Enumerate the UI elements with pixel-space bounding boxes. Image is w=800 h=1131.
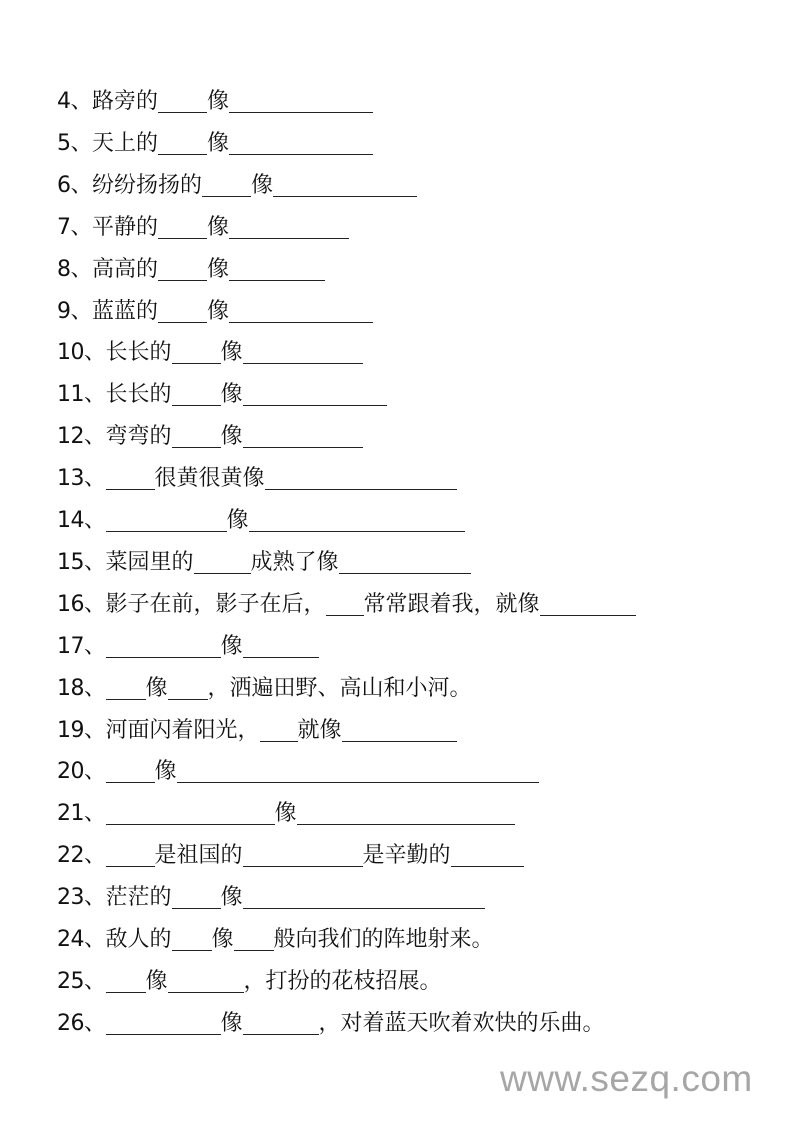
item-number: 26、 <box>57 1010 106 1036</box>
prompt-text: 像 <box>154 759 177 785</box>
answer-blank[interactable] <box>342 719 457 742</box>
prompt-text: 像 <box>207 298 230 324</box>
prompt-text: 蓝蓝的 <box>92 298 159 324</box>
answer-blank[interactable] <box>297 802 515 825</box>
answer-blank[interactable] <box>106 677 146 700</box>
prompt-text: 高高的 <box>92 256 159 282</box>
prompt-text: 就像 <box>297 717 342 743</box>
item-number: 19、 <box>57 717 106 743</box>
exercise-item <box>57 630 319 660</box>
answer-blank[interactable] <box>265 467 457 490</box>
prompt-text: 像 <box>207 130 230 156</box>
prompt-text: 是辛勤的 <box>362 843 451 869</box>
prompt-text: 像 <box>220 885 243 911</box>
exercise-item <box>57 1007 605 1037</box>
answer-blank[interactable] <box>249 509 465 532</box>
exercise-item <box>57 462 457 492</box>
item-number: 20、 <box>57 759 106 785</box>
prompt-text: 很黄很黄像 <box>154 466 265 492</box>
item-number: 17、 <box>57 633 106 659</box>
answer-blank[interactable] <box>168 677 208 700</box>
answer-blank[interactable] <box>158 132 207 155</box>
item-number: 12、 <box>57 424 106 450</box>
answer-blank[interactable] <box>243 635 319 658</box>
prompt-text: 像 <box>145 675 168 701</box>
prompt-text: 是祖国的 <box>154 843 243 869</box>
exercise-item <box>57 295 373 325</box>
answer-blank[interactable] <box>172 341 221 364</box>
answer-blank[interactable] <box>229 216 349 239</box>
prompt-text: 天上的 <box>92 130 159 156</box>
answer-blank[interactable] <box>339 551 471 574</box>
prompt-text: 成熟了像 <box>250 549 339 575</box>
watermark: www.sezq.com <box>500 1058 753 1099</box>
exercise-item <box>57 755 539 785</box>
answer-blank[interactable] <box>158 258 207 281</box>
answer-blank[interactable] <box>172 383 221 406</box>
exercise-item <box>57 127 373 157</box>
answer-blank[interactable] <box>168 970 244 993</box>
prompt-text: 路旁的 <box>92 89 159 114</box>
prompt-text: 平静的 <box>92 214 159 240</box>
prompt-text: 敌人的 <box>105 927 172 952</box>
prompt-text: ，洒遍田野、高山和小河。 <box>207 675 472 701</box>
exercise-item <box>57 336 363 366</box>
answer-blank[interactable] <box>177 760 539 783</box>
answer-blank[interactable] <box>106 509 227 532</box>
exercise-item <box>57 546 471 576</box>
prompt-text: 河面闪着阳光， <box>105 717 260 743</box>
prompt-text: 像 <box>220 382 243 408</box>
answer-blank[interactable] <box>243 425 363 448</box>
prompt-text: ，打扮的花枝招展。 <box>243 968 442 994</box>
prompt-text: 弯弯的 <box>105 424 172 450</box>
answer-blank[interactable] <box>158 300 207 323</box>
answer-blank[interactable] <box>106 970 146 993</box>
answer-blank[interactable] <box>202 174 251 197</box>
item-number: 18、 <box>57 675 106 701</box>
answer-blank[interactable] <box>172 928 212 951</box>
answer-blank[interactable] <box>243 341 363 364</box>
answer-blank[interactable] <box>172 886 221 909</box>
prompt-text: 茫茫的 <box>105 885 172 911</box>
item-number: 24、 <box>57 927 106 952</box>
item-number: 23、 <box>57 885 106 911</box>
item-number: 8、 <box>57 256 92 282</box>
prompt-text: 长长的 <box>105 340 172 366</box>
exercise-item <box>57 504 465 534</box>
answer-blank[interactable] <box>158 216 207 239</box>
answer-blank[interactable] <box>106 635 221 658</box>
answer-blank[interactable] <box>172 425 221 448</box>
answer-blank[interactable] <box>106 802 275 825</box>
prompt-text: 菜园里的 <box>105 549 194 575</box>
answer-blank[interactable] <box>243 1012 319 1035</box>
answer-blank[interactable] <box>243 844 363 867</box>
prompt-text: 纷纷扬扬的 <box>92 172 203 198</box>
prompt-text: 常常跟着我，就像 <box>363 591 540 617</box>
item-number: 16、 <box>57 591 106 617</box>
exercise-item <box>57 588 636 618</box>
exercise-item <box>57 965 442 995</box>
exercise-item <box>57 420 363 450</box>
prompt-text: 像 <box>220 340 243 366</box>
item-number: 15、 <box>57 549 106 575</box>
answer-blank[interactable] <box>158 90 207 113</box>
answer-blank[interactable] <box>243 886 485 909</box>
item-number: 13、 <box>57 466 106 492</box>
answer-blank[interactable] <box>326 593 364 616</box>
exercise-item <box>57 839 524 869</box>
prompt-text: 像 <box>251 172 274 198</box>
answer-blank[interactable] <box>106 467 155 490</box>
item-number: 14、 <box>57 508 106 533</box>
prompt-text: 像 <box>211 927 234 952</box>
prompt-text: 像 <box>207 256 230 282</box>
answer-blank[interactable] <box>229 258 325 281</box>
answer-blank[interactable] <box>229 132 373 155</box>
answer-blank[interactable] <box>243 383 387 406</box>
item-number: 6、 <box>57 172 92 198</box>
prompt-text: 像 <box>226 508 249 533</box>
item-number: 25、 <box>57 968 106 994</box>
answer-blank[interactable] <box>540 593 636 616</box>
exercise-item <box>57 797 515 827</box>
prompt-text: 像 <box>220 1010 243 1036</box>
item-number: 9、 <box>57 298 92 324</box>
exercise-item <box>57 714 457 744</box>
prompt-text: 像 <box>145 968 168 994</box>
prompt-text: 长长的 <box>105 382 172 408</box>
prompt-text: 像 <box>274 801 297 827</box>
exercise-item <box>57 211 349 241</box>
answer-blank[interactable] <box>273 174 417 197</box>
prompt-text: 般向我们的阵地射来。 <box>273 927 494 952</box>
answer-blank[interactable] <box>229 90 373 113</box>
item-number: 5、 <box>57 130 92 156</box>
exercise-item <box>57 169 417 199</box>
exercise-item <box>57 378 387 408</box>
exercise-item <box>57 253 325 283</box>
answer-blank[interactable] <box>229 300 373 323</box>
answer-blank[interactable] <box>260 719 298 742</box>
answer-blank[interactable] <box>234 928 274 951</box>
answer-blank[interactable] <box>194 551 251 574</box>
item-number: 10、 <box>57 340 106 366</box>
answer-blank[interactable] <box>451 844 524 867</box>
exercise-item <box>57 881 485 911</box>
item-number: 4、 <box>57 89 92 114</box>
prompt-text: 影子在前，影子在后， <box>105 591 326 617</box>
item-number: 11、 <box>57 382 106 408</box>
exercise-item <box>57 85 373 115</box>
answer-blank[interactable] <box>106 760 155 783</box>
item-number: 22、 <box>57 843 106 869</box>
prompt-text: ，对着蓝天吹着欢快的乐曲。 <box>318 1010 605 1036</box>
answer-blank[interactable] <box>106 1012 221 1035</box>
item-number: 21、 <box>57 801 106 827</box>
exercise-item <box>57 672 472 702</box>
prompt-text: 像 <box>220 633 243 659</box>
prompt-text: 像 <box>220 424 243 450</box>
prompt-text: 像 <box>207 89 230 114</box>
prompt-text: 像 <box>207 214 230 240</box>
exercise-item <box>57 923 494 953</box>
item-number: 7、 <box>57 214 92 240</box>
answer-blank[interactable] <box>106 844 155 867</box>
